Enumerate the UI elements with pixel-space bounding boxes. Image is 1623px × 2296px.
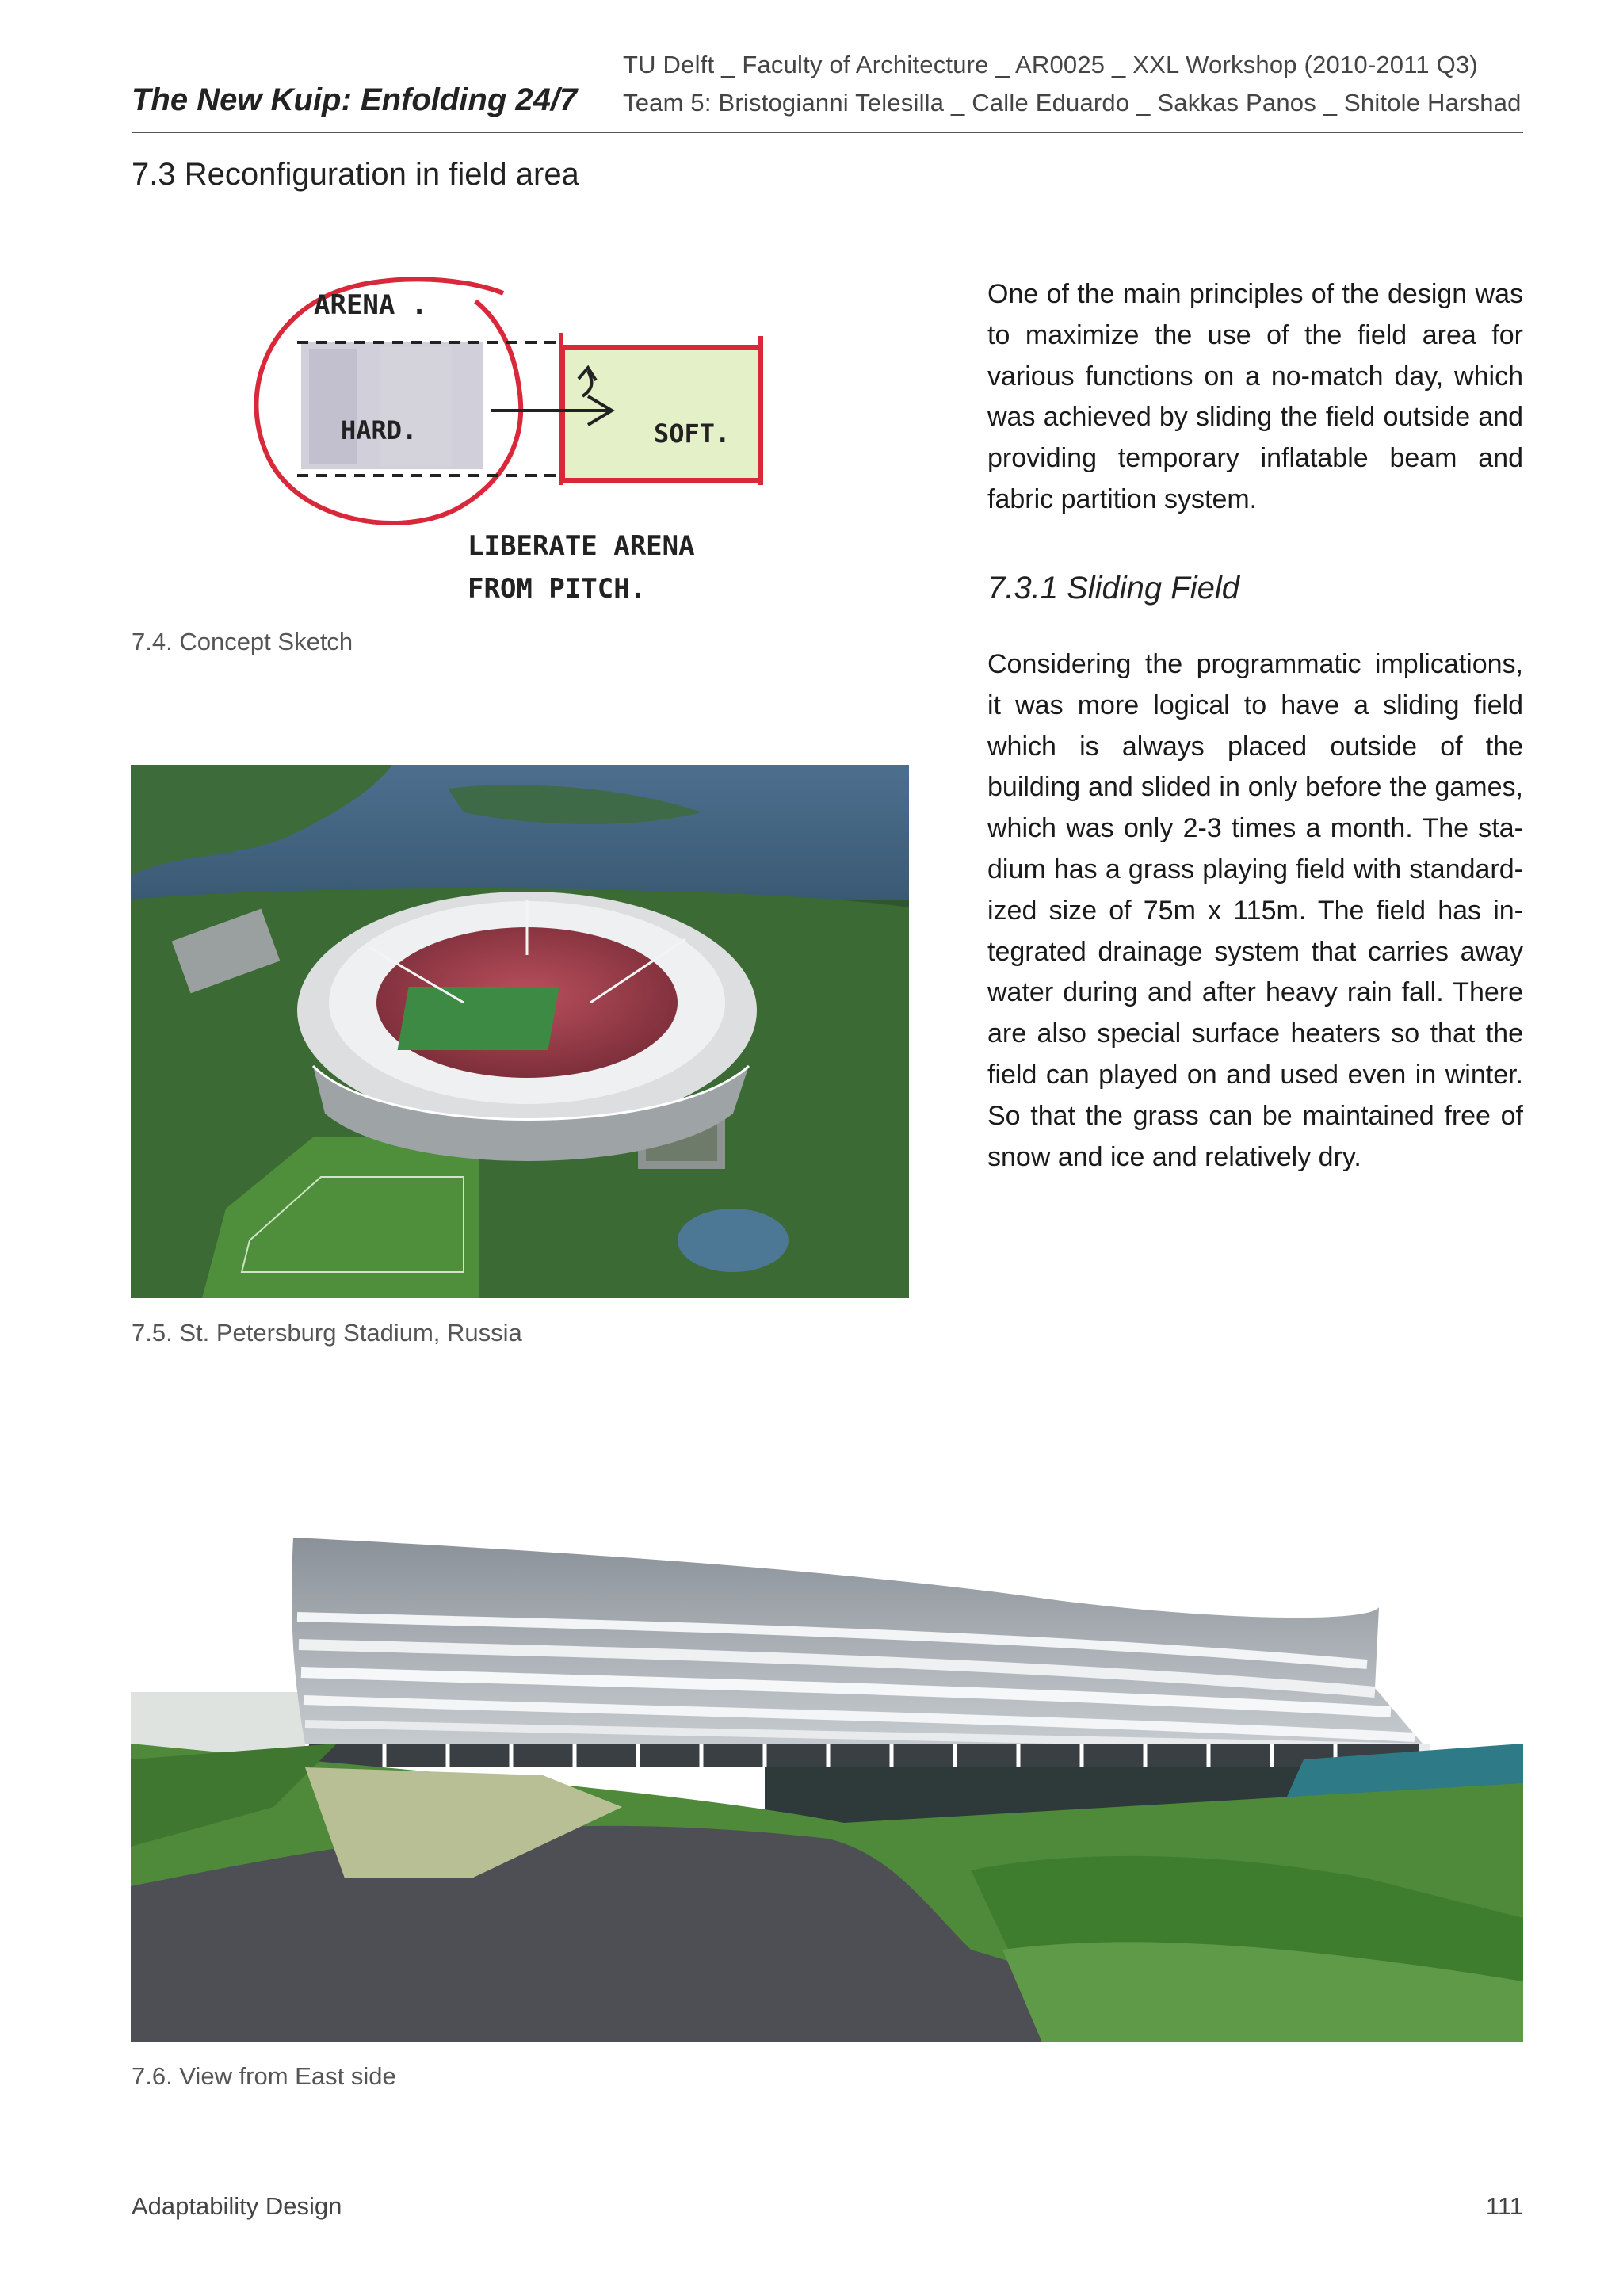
header-team-info: Team 5: Bristogianni Telesilla _ Calle Eduardo _ Sakkas Panos _ Shitole Harshad xyxy=(623,89,1522,117)
sketch-note-line1: LIBERATE ARENA xyxy=(468,530,695,562)
sketch-label-hard: HARD. xyxy=(341,415,418,445)
header-divider xyxy=(132,132,1523,133)
soft-zone xyxy=(563,347,761,480)
caption-east-view: 7.6. View from East side xyxy=(132,2062,396,2090)
sketch-label-arena: ARENA . xyxy=(314,289,428,321)
paragraph-design-principle: One of the main principles of the design was to maximize the use of the field area for various functions on a no-match day, which was achieved by sliding the field outside and providing temporary inflatable beam and fabric partition system. xyxy=(987,279,1523,514)
caption-concept-sketch: 7.4. Concept Sketch xyxy=(132,628,353,655)
document-title: The New Kuip: Enfolding 24/7 xyxy=(132,82,578,117)
header-course-info: TU Delft _ Faculty of Architecture _ AR0025 _ XXL Workshop (2010-2011 Q3) xyxy=(623,51,1478,78)
subsection-title: 7.3.1 Sliding Field xyxy=(987,571,1239,606)
st-petersburg-stadium-photo xyxy=(131,765,909,1298)
section-title: 7.3 Reconfiguration in field area xyxy=(132,157,579,192)
concept-sketch-figure xyxy=(222,269,792,618)
footer-chapter-label: Adaptability Design xyxy=(132,2192,342,2220)
page-number: 111 xyxy=(1485,2192,1523,2220)
sketch-label-soft: SOFT. xyxy=(654,418,731,449)
paragraph-sliding-field: Considering the programmatic implications, it was more logical to have a sliding field which is always placed outside of the building and slided in only before the games, which was only 2-3 times a month. The stadium has a grass playing field with standardized size of 75m x 115m. The field has integrated drainage system that carries away water during and after heavy rain fall. There are also special surface heaters so that the field can played on and used even in winter. So that the grass can be maintained free of snow and ice and relatively dry. xyxy=(987,649,1523,1172)
east-view-rendering xyxy=(131,1506,1523,2042)
caption-st-petersburg-stadium: 7.5. St. Petersburg Stadium, Russia xyxy=(132,1319,522,1347)
sketch-note-line2: FROM PITCH. xyxy=(468,573,647,605)
